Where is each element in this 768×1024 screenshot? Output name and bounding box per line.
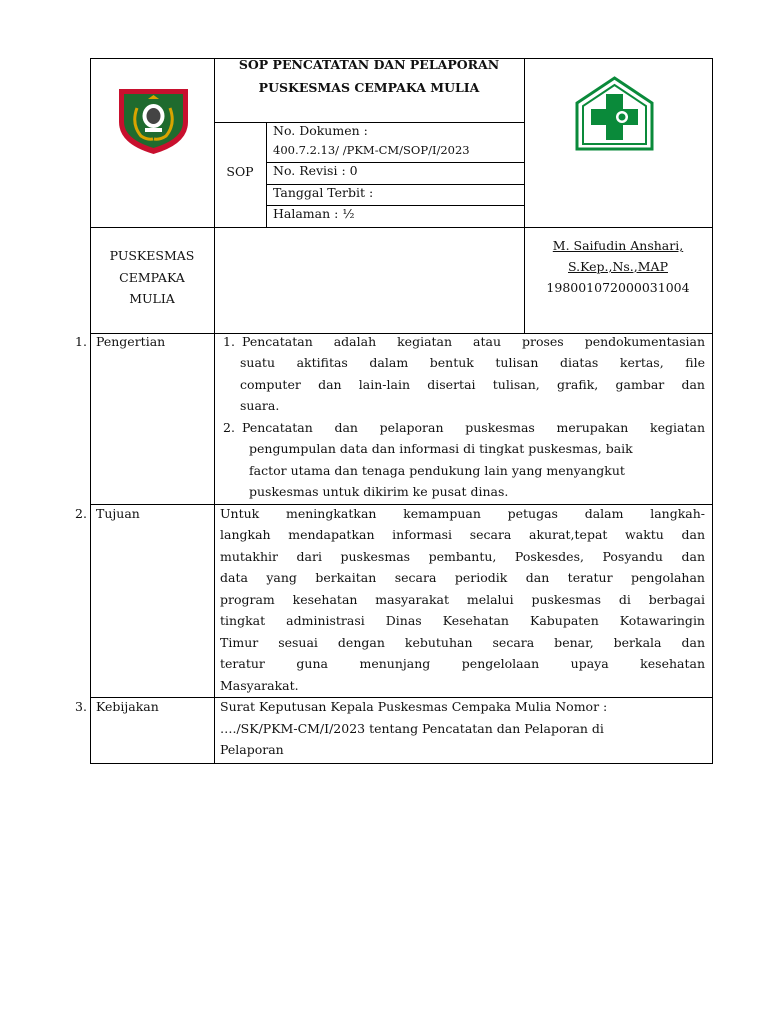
list-item-line: factor utama dan tenaga pendukung lain yang menyangkut xyxy=(249,463,625,478)
issue-date-field: Tanggal Terbit : xyxy=(273,185,374,200)
paragraph-line: teratur guna menunjang pengelolaan upaya kesehatan xyxy=(220,656,705,671)
list-item-marker: 2. xyxy=(223,420,235,435)
section-number: 3. xyxy=(75,699,87,714)
doc-number-label: No. Dokumen : xyxy=(273,123,368,138)
doc-number-value: 400.7.2.13/ /PKM-CM/SOP/I/2023 xyxy=(273,143,470,157)
paragraph-line: data yang berkaitan secara periodik dan teratur pengolahan xyxy=(220,570,705,585)
document-title-line-1: SOP PENCATATAN DAN PELAPORAN xyxy=(238,57,500,72)
signatory-title: S.Kep.,Ns.,MAP xyxy=(568,259,668,274)
paragraph-line: Masyarakat. xyxy=(220,678,299,693)
list-item-line: puskesmas untuk dikirim ke pusat dinas. xyxy=(249,484,509,499)
paragraph-line: tingkat administrasi Dinas Kesehatan Kabupaten Kotawaringin xyxy=(220,613,705,628)
institution-line-2: CEMPAKA xyxy=(119,270,185,285)
paragraph-line: Timur sesuai dengan kebutuhan secara benar, berkala dan xyxy=(220,635,705,650)
institution-line-3: MULIA xyxy=(129,291,175,306)
section-label: Tujuan xyxy=(96,506,140,521)
signatory-name: M. Saifudin Anshari, xyxy=(552,238,684,253)
paragraph-line: Surat Keputusan Kepala Puskesmas Cempaka Mulia Nomor : xyxy=(220,699,608,714)
paragraph-line: …./SK/PKM-CM/I/2023 tentang Pencatatan dan Pelaporan di xyxy=(220,721,604,736)
paragraph-line: Pelaporan xyxy=(220,742,284,757)
list-item-line: suatu aktifitas dalam bentuk tulisan diatas kertas, file xyxy=(240,355,705,370)
page-field: Halaman : ½ xyxy=(273,206,355,221)
paragraph-line: Untuk meningkatkan kemampuan petugas dalam langkah- xyxy=(220,506,705,521)
regency-crest-icon xyxy=(115,84,192,156)
section-number: 1. xyxy=(75,334,87,349)
list-item-line: Pencatatan dan pelaporan puskesmas merupakan kegiatan xyxy=(242,420,705,435)
paragraph-line: mutakhir dari puskesmas pembantu, Poskesdes, Posyandu dan xyxy=(220,549,705,564)
list-item-line: suara. xyxy=(240,398,280,413)
paragraph-line: langkah mendapatkan informasi secara akurat,tepat waktu dan xyxy=(220,527,705,542)
list-item-marker: 1. xyxy=(223,334,235,349)
sop-label: SOP xyxy=(226,164,254,179)
list-item-line: computer dan lain-lain disertai tulisan, grafik, gambar dan xyxy=(240,377,705,392)
list-item-line: Pencatatan adalah kegiatan atau proses pendokumentasian xyxy=(242,334,705,349)
document-title-line-2: PUSKESMAS CEMPAKA MULIA xyxy=(258,80,480,95)
puskesmas-logo-icon xyxy=(575,76,654,151)
revision-field: No. Revisi : 0 xyxy=(273,163,358,178)
section-label: Pengertian xyxy=(96,334,166,349)
list-item-line: pengumpulan data dan informasi di tingkat puskesmas, baik xyxy=(249,441,633,456)
section-label: Kebijakan xyxy=(96,699,159,714)
paragraph-line: program kesehatan masyarakat melalui puskesmas di berbagai xyxy=(220,592,705,607)
signatory-nip: 198001072000031004 xyxy=(546,280,690,295)
section-number: 2. xyxy=(75,506,87,521)
institution-line-1: PUSKESMAS xyxy=(109,248,195,263)
